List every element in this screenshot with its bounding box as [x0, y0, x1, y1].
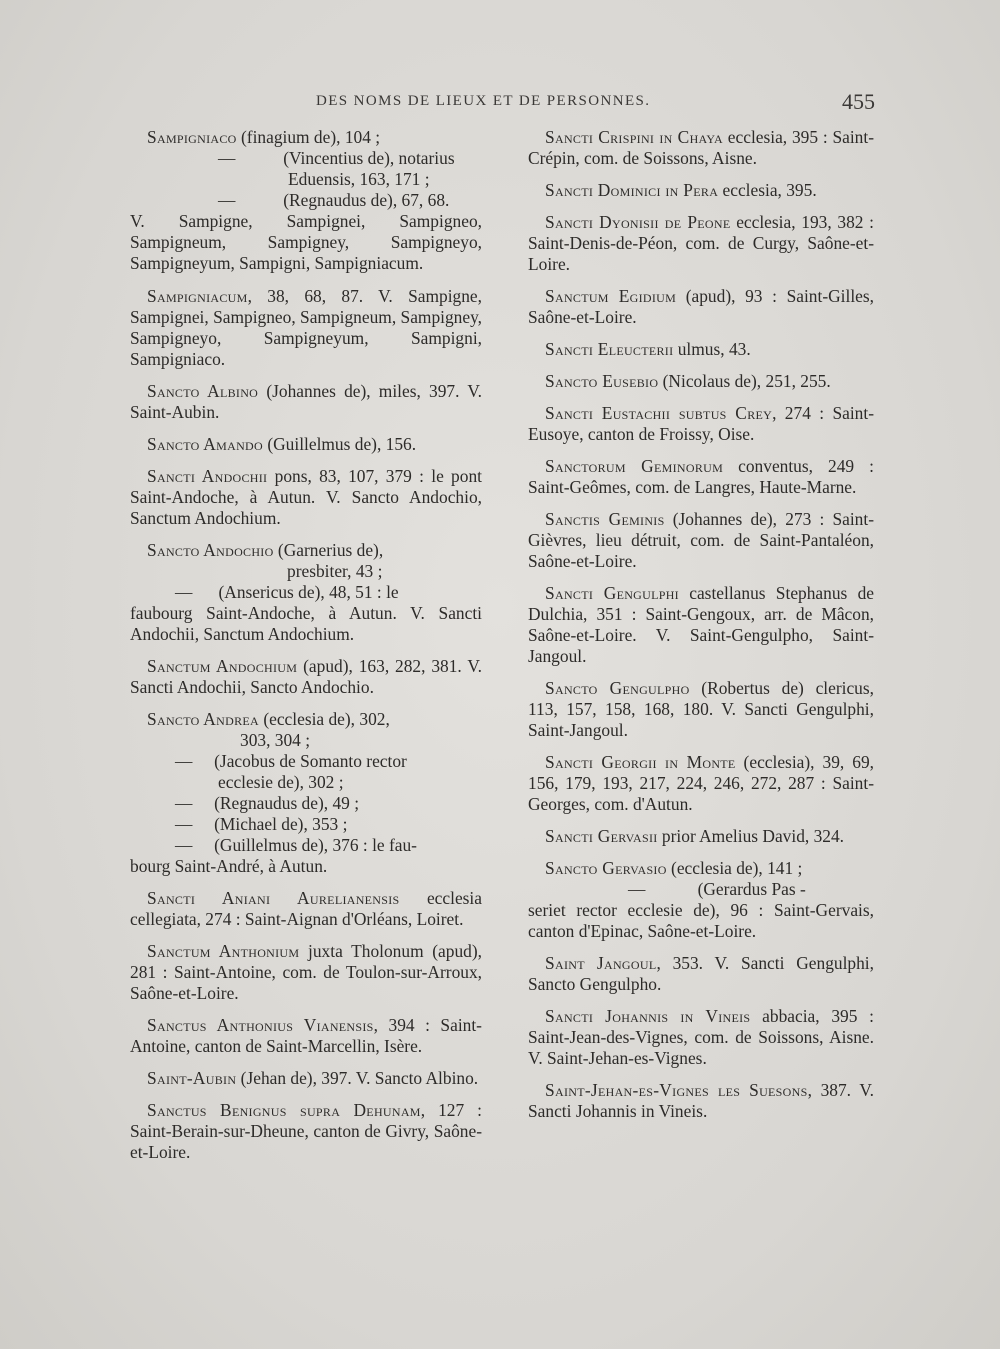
- entry-keyword: Sancti Eleucterii: [545, 339, 674, 359]
- entry-continuation: V. Sampigne, Sampignei, Sampigneo, Sampigneum, Sampigney, Sampigneyo, Sampigneyum, Sampigni, Sampigniacum.: [130, 211, 482, 273]
- entry-text: (ecclesia de), 302,: [258, 709, 390, 729]
- entry-keyword: Saint Jangoul: [545, 953, 657, 973]
- index-entry: [528, 456, 874, 498]
- entry-keyword: Sanctis Geminis: [545, 509, 665, 529]
- entry-text: (Johannes de), miles, 397. V. Saint-Aubin.: [130, 381, 482, 422]
- dash: —: [175, 751, 193, 771]
- subline-text: (Regnaudus de), 49 ;: [214, 793, 360, 813]
- entry-text: castellanus Stephanus de Dulchia, 351 : Saint-Gengoux, arr. de Mâcon, Saône-et-Loire. V. Saint-Gengulpho, Saint-Jangoul.: [528, 583, 874, 666]
- entry-keyword: Sancti Aniani Aurelianensis: [147, 888, 400, 908]
- entry-continuation: bourg Saint-André, à Autun.: [130, 856, 328, 876]
- dash: —: [175, 835, 193, 855]
- right-column: [528, 127, 874, 1133]
- running-title: DES NOMS DE LIEUX ET DE PERSONNES.: [316, 93, 651, 109]
- dash: —: [218, 148, 236, 168]
- entry-text: (apud), 163, 282, 381. V. Sancti Andochii, Sancto Andochio.: [130, 656, 482, 697]
- subline-text: (Gerardus Pas -: [697, 879, 806, 899]
- entry-subline: [130, 148, 482, 169]
- entry-subline: [528, 879, 874, 900]
- index-entry: [130, 888, 482, 930]
- index-entry: [528, 953, 874, 995]
- entry-subline: presbiter, 43 ;: [287, 561, 383, 581]
- entry-keyword: Sancti Crispini in Chaya: [545, 127, 723, 147]
- entry-text: (Jehan de), 397. V. Sancto Albino.: [236, 1068, 479, 1088]
- entry-keyword: Saint-Jehan-es-Vignes les Suesons: [545, 1080, 808, 1100]
- entry-text: (ecclesia de), 141 ;: [666, 858, 803, 878]
- entry-keyword: Sancto Albino: [147, 381, 259, 401]
- dash: —: [175, 814, 193, 834]
- entry-keyword: Sanctus Benignus supra Dehunam: [147, 1100, 421, 1120]
- entry-text: conventus, 249 : Saint-Geômes, com. de Langres, Haute-Marne.: [528, 456, 874, 497]
- entry-text: , 394 : Saint-Antoine, canton de Saint-Marcellin, Isère.: [130, 1015, 482, 1056]
- entry-subline: Eduensis, 163, 171 ;: [288, 169, 430, 189]
- entry-text: juxta Tholonum (apud), 281 : Saint-Antoine, com. de Toulon-sur-Arroux, Saône-et-Loire.: [130, 941, 482, 1003]
- dash: —: [628, 879, 646, 899]
- index-entry: [528, 371, 874, 392]
- subline-text: (Michael de), 353 ;: [214, 814, 348, 834]
- entry-keyword: Sancto Gengulpho: [545, 678, 690, 698]
- entry-keyword: Sanctum Egidium: [545, 286, 677, 306]
- index-entry: [130, 941, 482, 1004]
- index-entry: [528, 826, 874, 847]
- entry-continuation: seriet rector ecclesie de), 96 : Saint-Gervais, canton d'Epinac, Saône-et-Loire.: [528, 900, 874, 941]
- index-entry: [528, 403, 874, 445]
- subline-text: (Jacobus de Somanto rector: [214, 751, 407, 771]
- entry-keyword: Sampigniacum: [147, 286, 248, 306]
- entry-text: abbacia, 395 : Saint-Jean-des-Vignes, com. de Soissons, Aisne. V. Saint-Jehan-es-Vignes.: [528, 1006, 874, 1068]
- entry-keyword: Sancti Georgii in Monte: [545, 752, 736, 772]
- entry-subline: ecclesie de), 302 ;: [218, 772, 344, 792]
- index-entry: [130, 1100, 482, 1163]
- entry-subline: [130, 835, 482, 856]
- page-header: [130, 89, 875, 123]
- entry-keyword: Sanctum Andochium: [147, 656, 298, 676]
- entry-keyword: Sancti Dominici in Pera: [545, 180, 719, 200]
- entry-text: ecclesia cellegiata, 274 : Saint-Aignan d'Orléans, Loiret.: [130, 888, 482, 929]
- entry-keyword: Saint-Aubin: [147, 1068, 237, 1088]
- entry-subline: 303, 304 ;: [240, 730, 311, 750]
- subline-text: (Guillelmus de), 376 : le fau-: [214, 835, 417, 855]
- entry-keyword: Sancto Eusebio: [545, 371, 659, 391]
- entry-text: , 387. V. Sancti Johannis in Vineis.: [528, 1080, 874, 1121]
- index-entry: [528, 212, 874, 275]
- entry-text: (Nicolaus de), 251, 255.: [658, 371, 831, 391]
- entry-text: , 353. V. Sancti Gengulphi, Sancto Gengulpho.: [528, 953, 874, 994]
- entry-keyword: Sancto Gervasio: [545, 858, 667, 878]
- index-entry: [528, 509, 874, 572]
- index-entry: [130, 1015, 482, 1057]
- entry-text: prior Amelius David, 324.: [657, 826, 845, 846]
- dash: —: [175, 582, 193, 602]
- entry-keyword: Sancto Andrea: [147, 709, 259, 729]
- index-entry: [130, 434, 482, 455]
- entry-keyword: Sancti Gengulphi: [545, 583, 679, 603]
- index-entry: [528, 339, 874, 360]
- left-column: [130, 127, 482, 1174]
- entry-text: (Guillelmus de), 156.: [262, 434, 417, 454]
- entry-text: (Johannes de), 273 : Saint-Gièvres, lieu détruit, com. de Saint-Pantaléon, Saône-et-Loire.: [528, 509, 875, 571]
- entry-subline: [130, 190, 482, 211]
- index-entry: [130, 709, 482, 877]
- entry-keyword: Sanctum Anthonium: [147, 941, 300, 961]
- index-entry: [130, 381, 482, 423]
- entry-keyword: Sancto Amando: [147, 434, 263, 454]
- index-entry: [528, 180, 874, 201]
- subline-text: (Vincentius de), notarius: [283, 148, 455, 168]
- entry-text: , 38, 68, 87. V. Sampigne, Sampignei, Sampigneo, Sampigneum, Sampigney, Sampigneyo, Sampigneyum, Sampigni, Sampigniaco.: [130, 286, 482, 369]
- dash: —: [218, 190, 236, 210]
- entry-text: ecclesia, 395 : Saint-Crépin, com. de Soissons, Aisne.: [528, 127, 874, 168]
- dash: —: [175, 793, 193, 813]
- index-entry: [528, 1080, 874, 1122]
- entry-subline: [130, 751, 482, 772]
- index-entry: [130, 540, 482, 645]
- entry-keyword: Sampigniaco: [147, 127, 237, 147]
- entry-text: ecclesia, 395.: [718, 180, 817, 200]
- entry-keyword: Sancti Eustachii subtus Crey: [545, 403, 773, 423]
- entry-continuation: faubourg Saint-Andoche, à Autun. V. Sancti Andochii, Sanctum Andochium.: [130, 603, 482, 644]
- entry-subline: [130, 793, 482, 814]
- subline-text: (Ansericus de), 48, 51 : le: [218, 582, 399, 602]
- entry-keyword: Sancti Johannis in Vineis: [545, 1006, 751, 1026]
- index-entry: [528, 127, 874, 169]
- index-entry: [130, 286, 482, 370]
- index-entry: [528, 678, 874, 741]
- index-entry: [130, 1068, 482, 1089]
- subline-text: (Regnaudus de), 67, 68.: [283, 190, 450, 210]
- entry-text: , 274 : Saint-Eusoye, canton de Froissy, Oise.: [528, 403, 874, 444]
- entry-text: ecclesia, 193, 382 : Saint-Denis-de-Péon, com. de Curgy, Saône-et-Loire.: [528, 212, 874, 274]
- index-entry: [528, 583, 874, 667]
- entry-keyword: Sancto Andochio: [147, 540, 274, 560]
- index-entry: [130, 656, 482, 698]
- entry-text: (ecclesia), 39, 69, 156, 179, 193, 217, 224, 246, 272, 287 : Saint-Georges, com. d'Autun.: [528, 752, 874, 814]
- entry-text: pons, 83, 107, 379 : le pont Saint-Andoche, à Autun. V. Sancto Andochio, Sanctum Andochium.: [130, 466, 482, 528]
- index-entry: [528, 858, 874, 942]
- index-entry: [528, 1006, 874, 1069]
- entry-text: (Robertus de) clericus, 113, 157, 158, 168, 180. V. Sancti Gengulphi, Saint-Jangoul.: [528, 678, 874, 740]
- entry-text: , 127 : Saint-Berain-sur-Dheune, canton de Givry, Saône-et-Loire.: [130, 1100, 482, 1162]
- page-number: 455: [842, 89, 875, 114]
- index-entry: [528, 286, 874, 328]
- entry-text: (Garnerius de),: [273, 540, 384, 560]
- index-entry: [528, 752, 874, 815]
- index-entry: [130, 466, 482, 529]
- entry-keyword: Sancti Andochii: [147, 466, 268, 486]
- entry-keyword: Sancti Gervasii: [545, 826, 658, 846]
- entry-text: ulmus, 43.: [673, 339, 751, 359]
- entry-text: (finagium de), 104 ;: [236, 127, 381, 147]
- entry-keyword: Sancti Dyonisii de Peone: [545, 212, 731, 232]
- entry-keyword: Sanctus Anthonius Vianensis: [147, 1015, 374, 1035]
- entry-subline: [130, 582, 482, 603]
- entry-text: (apud), 93 : Saint-Gilles, Saône-et-Loire.: [528, 286, 874, 327]
- entry-keyword: Sanctorum Geminorum: [545, 456, 724, 476]
- entry-subline: [130, 814, 482, 835]
- index-entry: [130, 127, 482, 274]
